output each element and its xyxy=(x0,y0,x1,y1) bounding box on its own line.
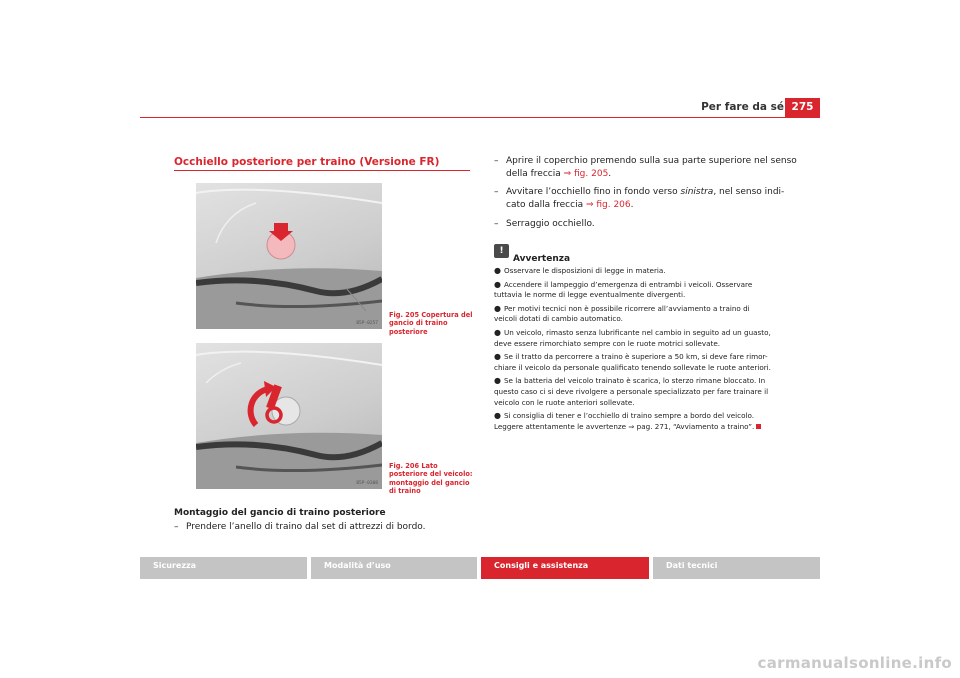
watermark: carmanualsonline.info xyxy=(757,654,952,672)
warning-item xyxy=(494,411,784,432)
footer-tab-dati-tecnici[interactable]: Dati tecnici xyxy=(653,557,820,579)
figure-206-caption: Fig. 206 Lato posteriore del veicolo: montaggio del gancio di traino xyxy=(389,462,473,496)
step-4-text: Serraggio occhiello. xyxy=(506,219,595,229)
warning-item-text: deve essere rimorchiato sempre con le ruote motrici sollevate. xyxy=(494,338,721,348)
step-3-text-b: , nel senso indi- xyxy=(713,187,785,197)
warning-icon: ! xyxy=(494,244,509,258)
warning-item-text: Un veicolo, rimasto senza lubrificante nel cambio in seguito ad un guasto, xyxy=(503,327,771,337)
bullet-icon: ● xyxy=(494,411,501,421)
warning-item-text: Osservare le disposizioni di legge in materia. xyxy=(503,266,666,275)
step-dash: – xyxy=(494,187,499,197)
step-1-text: Prendere l’anello di traino dal set di attrezzi di bordo. xyxy=(186,522,426,532)
step-3-text-cont: cato dalla freccia xyxy=(506,200,586,210)
step-dash: – xyxy=(494,219,499,229)
warning-item-text: questo caso ci si deve rivolgere a personale specializzato per fare trainare il xyxy=(494,386,769,396)
figure-205-caption: Fig. 205 Copertura del gancio di traino posteriore xyxy=(389,311,473,336)
step-3-text: Avvitare l’occhiello fino in fondo verso xyxy=(506,187,681,197)
step-4 xyxy=(494,218,595,231)
step-2-end: . xyxy=(608,169,612,179)
warning-item-text: chiare il veicolo da personale qualificato tenendo sollevate le ruote anteriori. xyxy=(494,362,771,372)
warning-item-text: Si consiglia di tener e l’occhiello di traino sempre a bordo del veicolo. xyxy=(503,411,755,421)
figure-205-image xyxy=(196,183,382,329)
warning-item-text: Leggere attentamente le avvertenze ⇒ pag. 271, “Avviamento a traino”. xyxy=(494,421,755,431)
section-rule xyxy=(174,170,470,171)
warning-item-text: veicoli dotati di cambio automatico. xyxy=(494,314,623,324)
figure-205-code: B5P-0257 xyxy=(356,321,378,326)
warning-item xyxy=(494,376,784,408)
warning-item xyxy=(494,280,784,301)
warning-item xyxy=(494,266,784,277)
warning-item-text: Se il tratto da percorrere a traino è superiore a 50 km, si deve fare rimor- xyxy=(503,352,768,362)
bullet-icon: ● xyxy=(494,266,501,275)
step-2-text-cont: della freccia xyxy=(506,169,564,179)
footer-tab-modalita-uso[interactable]: Modalità d’uso xyxy=(311,557,477,579)
footer-tab-consigli-assistenza[interactable]: Consigli e assistenza xyxy=(481,557,649,579)
bullet-icon: ● xyxy=(494,376,501,386)
bullet-icon: ● xyxy=(494,303,501,313)
warning-item-text: tuttavia le norme di legge eventualmente divergenti. xyxy=(494,290,686,300)
section-title: Occhiello posteriore per traino (Versione FR) xyxy=(174,156,440,168)
footer-tab-sicurezza[interactable]: Sicurezza xyxy=(140,557,307,579)
bullet-icon: ● xyxy=(494,279,501,289)
step-3-end: . xyxy=(630,200,634,210)
step-1 xyxy=(174,521,426,534)
warning-item-text: Per motivi tecnici non è possibile ricorrere all’avviamento a traino di xyxy=(503,303,750,313)
warning-item xyxy=(494,352,784,373)
warning-list xyxy=(494,266,784,435)
warning-item xyxy=(494,304,784,325)
figure-206-code: B5P-0308 xyxy=(356,481,378,486)
header-rule xyxy=(140,117,820,118)
warning-heading: Avvertenza xyxy=(513,254,571,264)
step-dash: – xyxy=(174,522,179,532)
figure-206-link[interactable]: ⇒ fig. 206 xyxy=(585,200,631,210)
warning-item-text: Se la batteria del veicolo trainato è scarica, lo sterzo rimane bloccato. In xyxy=(503,376,766,386)
step-2-text: Aprire il coperchio premendo sulla sua parte superiore nel senso xyxy=(506,156,797,166)
warning-item xyxy=(494,328,784,349)
end-of-section-icon xyxy=(756,424,761,429)
step-3 xyxy=(494,186,784,212)
warning-item-text: veicolo con le ruote anteriori sollevate. xyxy=(494,397,635,407)
bullet-icon: ● xyxy=(494,327,501,337)
figure-206-image xyxy=(196,343,382,489)
procedure-heading: Montaggio del gancio di traino posteriore xyxy=(174,508,386,518)
running-title: Per fare da sé xyxy=(701,101,784,113)
page-number: 275 xyxy=(785,98,820,117)
bullet-icon: ● xyxy=(494,352,501,362)
warning-item-text: Accendere il lampeggio d’emergenza di entrambi i veicoli. Osservare xyxy=(503,279,753,289)
figure-205-link[interactable]: ⇒ fig. 205 xyxy=(563,169,609,179)
step-3-emphasis: sinistra xyxy=(680,187,714,197)
step-2 xyxy=(494,155,797,181)
step-dash: – xyxy=(494,156,499,166)
